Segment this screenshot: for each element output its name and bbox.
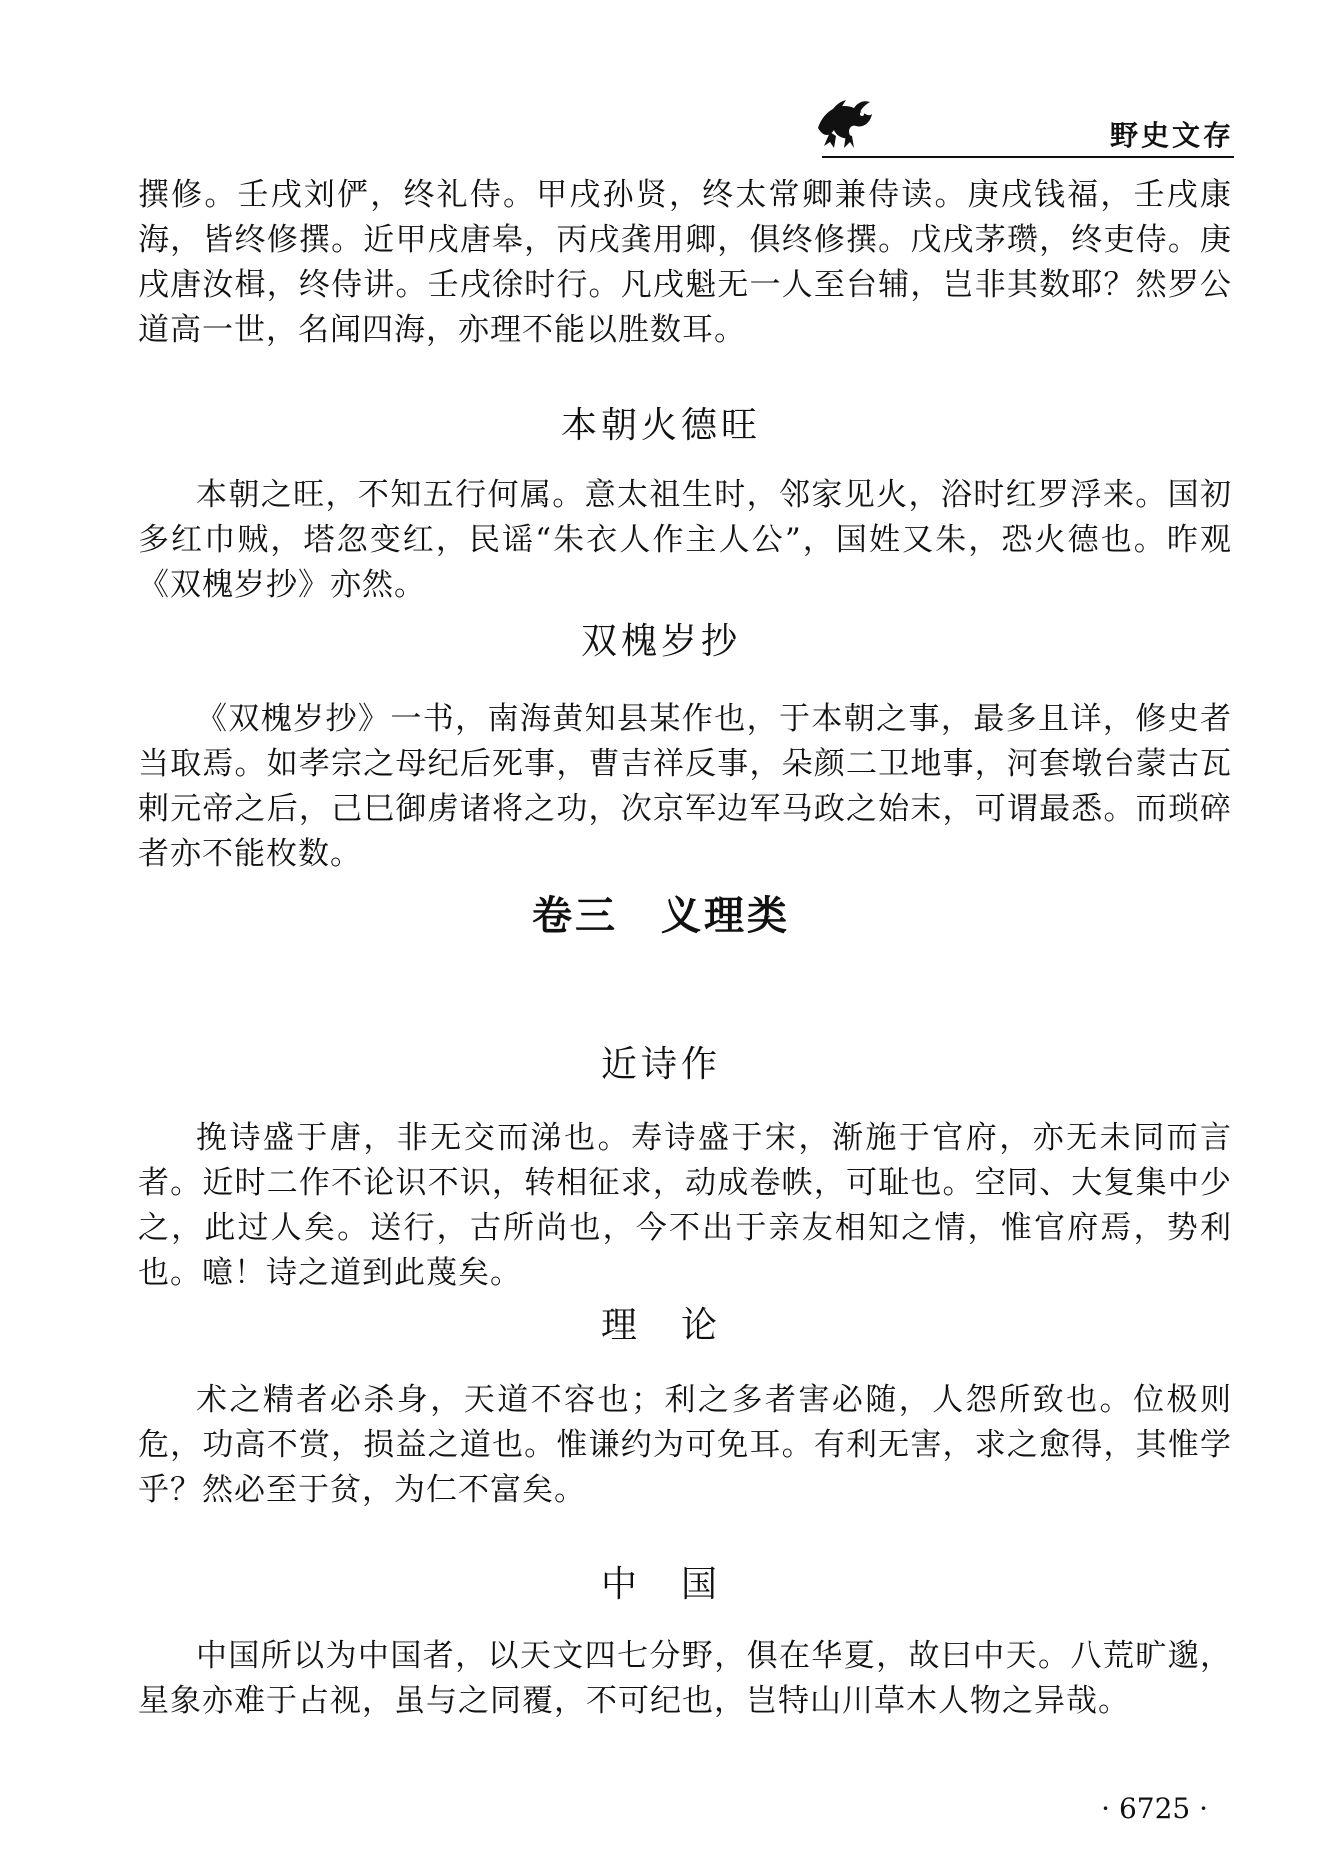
section-body-zhongguo: 中国所以为中国者，以天文四七分野，俱在华夏，故曰中天。八荒旷邈，星象亦难于占视，虽与之同覆，不可纪也，岂特山川草木人物之异哉。: [138, 1638, 1232, 1719]
page-header: [810, 88, 1238, 158]
section-title-zhongguo: 中 国: [600, 1564, 721, 1605]
section-title-jin-shizuo: 近诗作: [600, 1044, 721, 1085]
section-body-shuanghuai-suichao: 《双槐岁抄》一书，南海黄知县某作也，于本朝之事，最多且详，修史者当取焉。如孝宗之母纪后死事，曹吉祥反事，朵颜二卫地事，河套墩台蒙古瓦剌元帝之后，己巳御虏诸将之功，次京军边军马政之始末，可谓最悉。而琐碎者亦不能枚数。: [138, 701, 1232, 872]
section-body-bengchao-huode: 本朝之旺，不知五行何属。意太祖生时，邻家见火，浴时红罗浮来。国初多红巾贼，塔忽变红，民谣“朱衣人作主人公”，国姓又朱，恐火德也。昨观《双槐岁抄》亦然。: [138, 477, 1232, 603]
chapter-title: 卷三 义理类: [532, 893, 790, 939]
section-title-bengchao-huode: 本朝火德旺: [560, 405, 761, 446]
dragon-emblem-icon: [810, 88, 880, 158]
section-title-lilun: 理 论: [600, 1305, 721, 1346]
header-title: 野史文存: [1109, 119, 1234, 152]
section-title-shuanghuai-suichao: 双槐岁抄: [580, 621, 741, 662]
page-number: · 6725 ·: [1101, 1792, 1208, 1825]
intro-paragraph: 撰修。壬戌刘俨，终礼侍。甲戌孙贤，终太常卿兼侍读。庚戌钱福，壬戌康海，皆终修撰。近甲戌唐皋，丙戌龚用卿，俱终修撰。戊戌茅瓒，终吏侍。庚戌唐汝楫，终侍讲。壬戌徐时行。凡戌魁无一人至台辅，岂非其数耶？然罗公道高一世，名闻四海，亦理不能以胜数耳。: [138, 177, 1232, 348]
section-body-jin-shizuo: 挽诗盛于唐，非无交而涕也。寿诗盛于宋，渐施于官府，亦无未同而言者。近时二作不论识不识，转相征求，动成卷帙，可耻也。空同、大复集中少之，此过人矣。送行，古所尚也，今不出于亲友相知之情，惟官府焉，势利也。噫！诗之道到此蔑矣。: [138, 1120, 1232, 1291]
header-rule: [822, 156, 1234, 158]
section-body-lilun: 术之精者必杀身，天道不容也；利之多者害必随，人怨所致也。位极则危，功高不赏，损益之道也。惟谦约为可免耳。有利无害，求之愈得，其惟学乎？然必至于贫，为仁不富矣。: [138, 1382, 1232, 1508]
